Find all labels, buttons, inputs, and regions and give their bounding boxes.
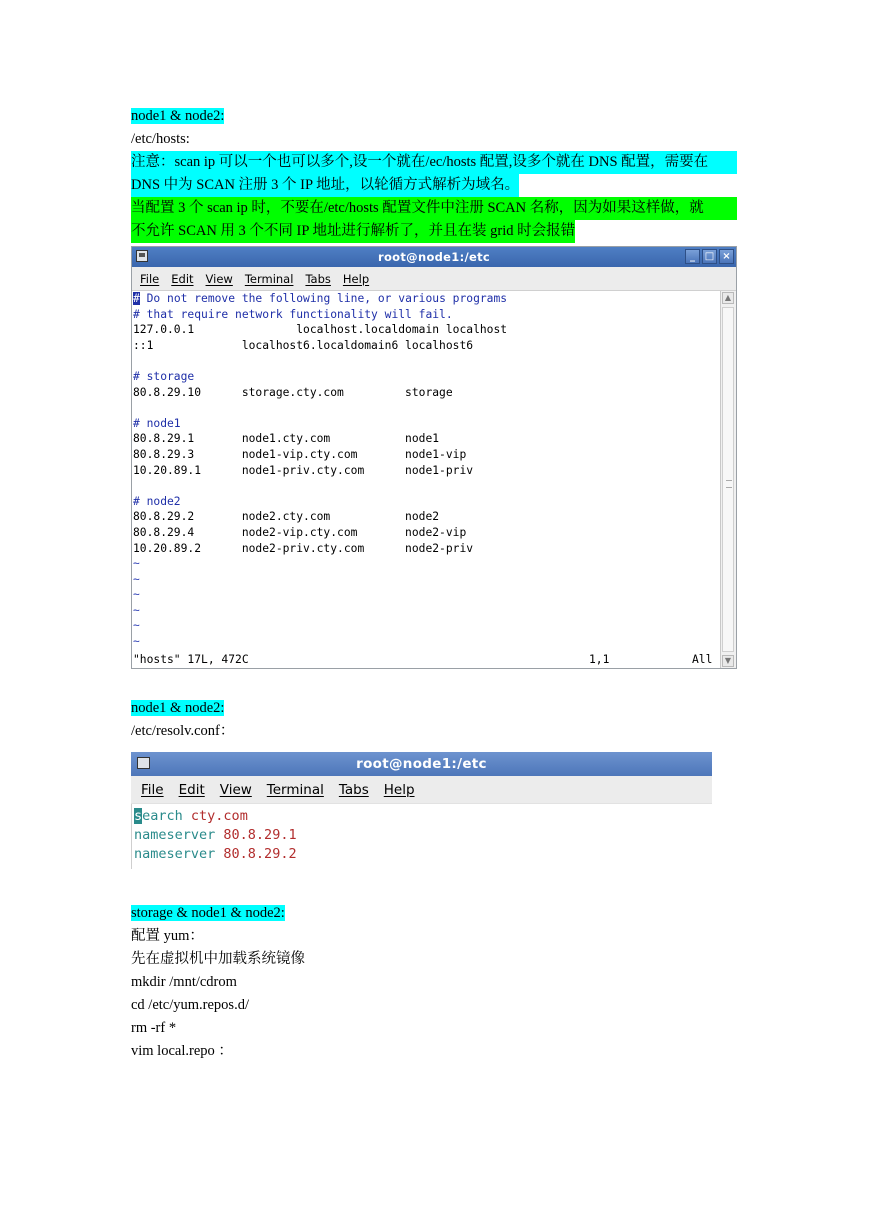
terminal-line: [133, 353, 720, 369]
titlebar: [131, 752, 712, 776]
terminal-line: # node1: [133, 416, 181, 430]
window-title: root@node1:/etc: [377, 250, 490, 264]
terminal-line: ::1 localhost6.localdomain6 localhost6: [133, 338, 474, 352]
terminal-window-resolv: [131, 752, 712, 868]
status-position: 1,1: [589, 653, 610, 666]
window-title: root@node1:/etc: [356, 756, 487, 772]
empty-line-marker: ~: [133, 635, 140, 649]
terminal-line: [133, 478, 720, 494]
note-scan-ip: 注意：scan ip 可以一个也可以多个,设一个就在/ec/hosts 配置,设多个就在 DNS 配置，需要在 DNS 中为 SCAN 注册 3 个 IP 地址，以轮循方式解析为域名。: [131, 151, 737, 197]
empty-line-marker: ~: [133, 619, 140, 633]
menu-help[interactable]: Help: [342, 271, 370, 286]
menu-bar: [132, 267, 736, 291]
vim-status-line: [133, 652, 720, 668]
config-value: 80.8.29.1: [223, 827, 297, 843]
config-key: search: [134, 808, 183, 824]
menu-tabs[interactable]: Tabs: [305, 271, 331, 286]
config-line: [134, 845, 712, 864]
config-key: nameserver: [134, 846, 216, 862]
section1-label: node1 & node2:: [131, 108, 225, 124]
config-value: 80.8.29.2: [223, 846, 297, 862]
instruction-line: vim local.repo ：: [131, 1043, 233, 1059]
menu-edit[interactable]: Edit: [178, 781, 205, 798]
section2-label: node1 & node2:: [131, 700, 225, 716]
scrollbar[interactable]: [720, 291, 736, 668]
text-cursor: s: [134, 808, 143, 824]
note-scan-warning: 当配置 3 个 scan ip 时，不要在/etc/hosts 配置文件中注册 SCAN 名称，因为如果这样做，就 不允许 SCAN 用 3 个不同 IP 地址进行解析了，并且在装 grid 时会报错: [131, 197, 737, 243]
menu-view[interactable]: View: [205, 271, 233, 286]
instruction-line: mkdir /mnt/cdrom: [131, 974, 237, 990]
section2-path: /etc/resolv.conf：: [131, 723, 235, 739]
instruction-line: 配置 yum：: [131, 928, 204, 944]
terminal-window-hosts: [131, 246, 737, 669]
config-value: cty.com: [190, 808, 248, 824]
titlebar: [132, 247, 736, 267]
section3-label: storage & node1 & node2:: [131, 905, 285, 921]
terminal-line: 80.8.29.3 node1-vip.cty.com node1-vip: [133, 447, 467, 461]
status-file: "hosts" 17L, 472C: [133, 653, 249, 666]
empty-line-marker: ~: [133, 603, 140, 617]
terminal-line: 80.8.29.10 storage.cty.com storage: [133, 385, 453, 399]
maximize-icon[interactable]: □: [702, 249, 717, 264]
terminal-line: # Do not remove the following line, or various programs: [133, 292, 508, 305]
menu-edit[interactable]: Edit: [171, 271, 194, 286]
terminal-line: 127.0.0.1 localhost.localdomain localhost: [133, 323, 508, 337]
close-icon[interactable]: ×: [719, 249, 734, 264]
terminal-line: # that require network functionality will fail.: [133, 307, 453, 321]
terminal-line: 80.8.29.1 node1.cty.com node1: [133, 432, 440, 446]
terminal-line: 10.20.89.2 node2-priv.cty.com node2-priv: [133, 541, 474, 555]
menu-file[interactable]: File: [141, 781, 164, 798]
scroll-thumb[interactable]: [722, 307, 734, 652]
instruction-line: rm -rf *: [131, 1020, 177, 1036]
empty-line-marker: ~: [133, 588, 140, 602]
section1-path: /etc/hosts:: [131, 131, 190, 147]
menu-file[interactable]: File: [140, 271, 160, 286]
terminal-line: # storage: [133, 369, 195, 383]
config-line: [134, 807, 712, 826]
scroll-up-icon[interactable]: ▲: [722, 292, 734, 304]
empty-line-marker: ~: [133, 557, 140, 571]
config-line: [134, 826, 712, 845]
terminal-line: 80.8.29.2 node2.cty.com node2: [133, 510, 440, 524]
empty-line-marker: ~: [133, 572, 140, 586]
menu-help[interactable]: Help: [383, 781, 415, 798]
menu-bar: [131, 776, 712, 804]
menu-view[interactable]: View: [219, 781, 252, 798]
menu-terminal[interactable]: Terminal: [266, 781, 324, 798]
status-all: All: [692, 653, 713, 666]
terminal-content[interactable]: [131, 804, 712, 869]
text-cursor: #: [133, 292, 140, 305]
terminal-content[interactable]: [132, 291, 720, 668]
instruction-line: cd /etc/yum.repos.d/: [131, 997, 249, 1013]
terminal-line: 10.20.89.1 node1-priv.cty.com node1-priv: [133, 463, 474, 477]
terminal-line: [133, 400, 720, 416]
config-key: nameserver: [134, 827, 216, 843]
terminal-line: # node2: [133, 494, 181, 508]
scroll-down-icon[interactable]: ▼: [722, 655, 734, 667]
instruction-line: 先在虚拟机中加载系统镜像: [131, 951, 305, 967]
terminal-line: 80.8.29.4 node2-vip.cty.com node2-vip: [133, 525, 467, 539]
menu-terminal[interactable]: Terminal: [244, 271, 294, 286]
minimize-icon[interactable]: _: [685, 249, 700, 264]
menu-tabs[interactable]: Tabs: [338, 781, 369, 798]
